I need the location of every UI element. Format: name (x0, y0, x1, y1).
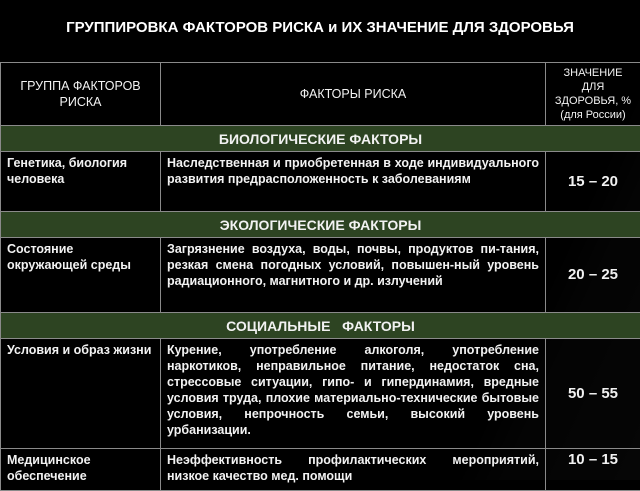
group-cell: Медицинское обеспечение (1, 449, 161, 491)
section-title: БИОЛОГИЧЕСКИЕ ФАКТОРЫ (1, 126, 640, 152)
table-header-row (1, 63, 640, 126)
section-row-biological (1, 126, 640, 152)
header-factors: ФАКТОРЫ РИСКА (161, 63, 546, 126)
group-cell: Условия и образ жизни (1, 339, 161, 449)
table-row (1, 339, 640, 449)
value-cell: 10 – 15 (546, 449, 640, 491)
slide-title: ГРУППИРОВКА ФАКТОРОВ РИСКА и ИХ ЗНАЧЕНИЕ ДЛЯ ЗДОРОВЬЯ (60, 18, 580, 37)
section-title: СОЦИАЛЬНЫЕ ФАКТОРЫ (1, 313, 640, 339)
table-row (1, 238, 640, 313)
risk-factors-table (0, 62, 640, 491)
group-cell: Генетика, биология человека (1, 152, 161, 212)
table-row (1, 152, 640, 212)
header-value: ЗНАЧЕНИЕ ДЛЯ ЗДОРОВЬЯ, % (для России) (546, 63, 640, 126)
factors-cell: Наследственная и приобретенная в ходе индивидуального развития предрасположенность к заболеваниям (161, 152, 546, 212)
section-row-social (1, 313, 640, 339)
table-row (1, 449, 640, 491)
section-row-ecological (1, 212, 640, 238)
section-title: ЭКОЛОГИЧЕСКИЕ ФАКТОРЫ (1, 212, 640, 238)
factors-cell: Неэффективность профилактических мероприятий, низкое качество мед. помощи (161, 449, 546, 491)
factors-cell: Курение, употребление алкоголя, употребление наркотиков, неправильное питание, недостаток сна, стрессовые ситуации, гипо- и гипердинамия, вредные условия труда, плохие материально-технические бытовые условия, непрочность семьи, высокий уровень урбанизации. (161, 339, 546, 449)
value-cell: 15 – 20 (546, 152, 640, 212)
group-cell: Состояние окружающей среды (1, 238, 161, 313)
value-cell: 20 – 25 (546, 238, 640, 313)
header-group: ГРУППА ФАКТОРОВ РИСКА (1, 63, 161, 126)
value-cell: 50 – 55 (546, 339, 640, 449)
factors-cell: Загрязнение воздуха, воды, почвы, продуктов пи-тания, резкая смена погодных условий, повышен-ный уровень радиационного, магнитного и др. излучений (161, 238, 546, 313)
